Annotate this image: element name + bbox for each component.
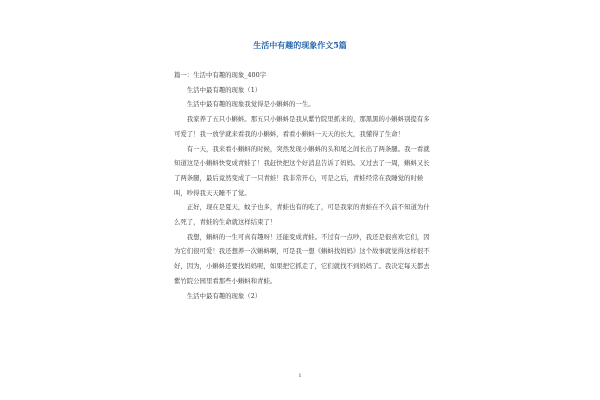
- paragraph: 有一天，我来看小蝌蚪的时候，突然发现小蝌蚪的头和尾之间长出了两条腿。我一看就知道这是小蝌蚪快变成青蛙了！我赶快把这个好消息告诉了妈妈。又过去了一周，蝌蚪又长了两条腿，最后竟然变成了一只青蛙！我非常开心，可是之后，青蛙经常在我睡觉的时候叫，吵得我天天睡不了觉。: [174, 144, 430, 197]
- section-heading: 篇一：生活中有趣的现象_400字: [174, 71, 267, 79]
- paragraph: 我想，蝌蚪的一生可真有趣呀！还能变成青蛙。不过有一点吵，我还是很喜欢它们，因为它们很可爱！我还想养一次蝌蚪啊，可是我一想《蝌蚪找妈妈》这个故事就觉得这样很不好，因为，小蝌蚪还要找妈妈呢，如果把它抓走了，它们就找不到妈妈了。我决定每天都去紫竹院公园里看那些小蝌蚪和青蛙。: [174, 232, 430, 285]
- document-body: [174, 68, 434, 303]
- subsection-heading: 生活中最有趣的现象（2）: [186, 291, 262, 300]
- paragraph: 正好，现在是夏天，蚊子也多，青蛙也有的吃了，可是我家的青蛙在不久前不知道为什么死了，青蛙的生命就这样结束了！: [174, 203, 430, 227]
- subsection-heading: 生活中最有趣的现象（1）: [186, 85, 262, 94]
- document-title: 生活中有趣的现象作文5篇: [253, 40, 347, 50]
- page-number: 1: [298, 373, 302, 379]
- paragraph: 生活中最有趣的现象我觉得是小蝌蚪的一生。: [186, 100, 315, 109]
- paragraph: 我家养了五只小蝌蚪。那五只小蝌蚪是我从紫竹院里抓来的，那黑黑的小蝌蚪别提有多可爱了！我一放学就来看我的小蝌蚪，看看小蝌蚪一天天的长大，我懂得了生命！: [174, 115, 430, 138]
